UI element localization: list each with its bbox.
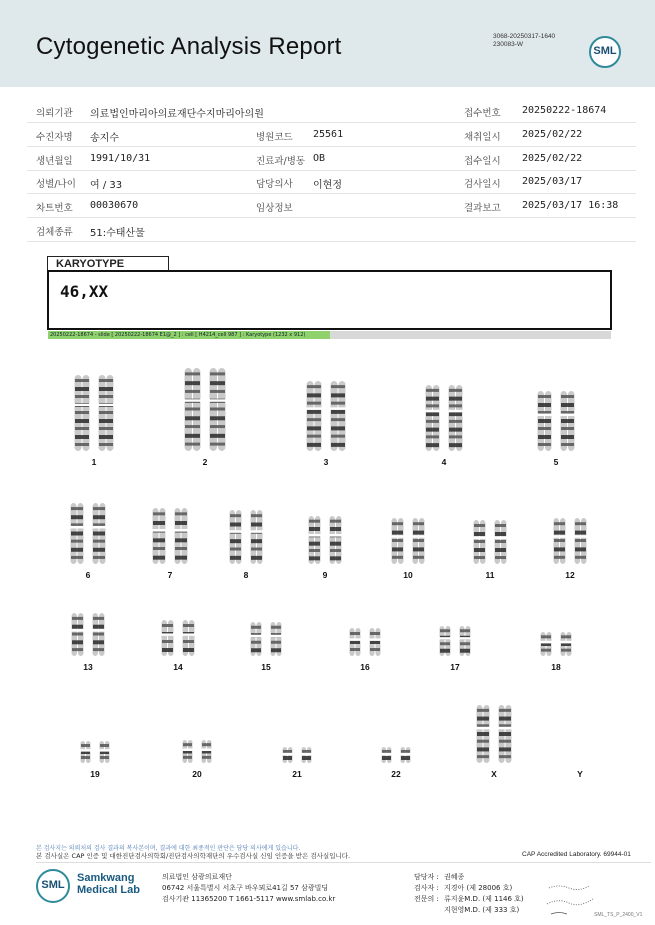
chromosome-label-13: 13 <box>83 662 93 672</box>
hospital-code-value: 25561 <box>313 129 344 140</box>
chromosome-18-1 <box>540 632 553 656</box>
chromosome-pair-15 <box>250 621 282 657</box>
chromosome-pair-3 <box>306 380 346 452</box>
receipt-date-value: 2025/02/22 <box>522 153 583 164</box>
chromosome-pair-16 <box>349 627 381 657</box>
karyotype-label: KARYOTYPE <box>47 256 169 270</box>
chromosome-16-2 <box>369 628 382 656</box>
lab-name <box>77 872 140 896</box>
chromosome-pair-12 <box>553 517 587 565</box>
info-row-2 <box>27 124 636 147</box>
lab-address <box>162 872 335 905</box>
chromosome-14-1 <box>161 620 175 656</box>
patient-value: 송지수 <box>90 133 119 144</box>
chromosome-pair-8 <box>229 509 263 565</box>
chromosome-pair-13 <box>71 612 105 657</box>
chromosome-pair-20 <box>182 739 212 764</box>
chromosome-4-1 <box>425 385 441 451</box>
chromosome-9-1 <box>308 516 322 564</box>
dept-value: OB <box>313 153 326 164</box>
chromosome-label-15: 15 <box>261 662 271 672</box>
chromosome-9-2 <box>329 516 343 564</box>
chromosome-label-19: 19 <box>90 769 100 779</box>
chromosome-8-2 <box>250 510 264 564</box>
hospital-code-label: 병원코드 <box>256 132 293 143</box>
report-date-value: 2025/03/17 16:38 <box>522 200 619 211</box>
chromosome-11-2 <box>494 520 508 564</box>
chromosome-1-2 <box>98 375 115 451</box>
chromosome-21-2 <box>301 747 313 763</box>
chromosome-10-1 <box>391 518 405 564</box>
info-row-6 <box>27 219 636 242</box>
chromosome-6-1 <box>70 503 85 564</box>
info-row-1 <box>27 100 636 123</box>
chromosome-8-1 <box>229 510 243 564</box>
karyotype-value: 46,XX <box>60 282 109 301</box>
chromosome-20-2 <box>201 740 213 763</box>
chromosome-label-17: 17 <box>450 662 460 672</box>
birth-label: 생년월일 <box>36 156 73 167</box>
chromosome-10-2 <box>412 518 426 564</box>
info-row-3 <box>27 148 636 171</box>
chromosome-label-1: 1 <box>91 457 97 467</box>
staff-block <box>414 872 524 916</box>
chromosome-16-1 <box>349 628 362 656</box>
chromosome-2-2 <box>209 368 227 451</box>
chromosome-label-21: 21 <box>292 769 302 779</box>
receipt-no-value: 20250222-18674 <box>522 105 607 116</box>
chromosome-1-1 <box>74 375 91 451</box>
chromosome-label-7: 7 <box>167 570 173 580</box>
chromosome-20-1 <box>182 740 194 763</box>
lab-name-line-2: Medical Lab <box>77 884 140 896</box>
collect-date-value: 2025/02/22 <box>522 129 583 140</box>
chromosome-label-3: 3 <box>323 457 329 467</box>
report-code-line-1: 3068-20250317-1640 <box>493 33 556 40</box>
signature <box>545 880 595 920</box>
staff-tester: 지경아 (제 28006 호) <box>444 884 513 892</box>
chromosome-6-2 <box>92 503 107 564</box>
chromosome-13-2 <box>92 613 106 656</box>
chromosome-14-2 <box>182 620 196 656</box>
info-row-5 <box>27 195 636 218</box>
karyotype-box <box>47 270 612 330</box>
chromosome-17-1 <box>439 626 452 656</box>
chromosome-11-1 <box>473 520 487 564</box>
chromosome-pair-17 <box>439 625 471 657</box>
patient-label: 수진자명 <box>36 132 73 143</box>
chromosome-15-1 <box>250 622 263 656</box>
chromosome-label-8: 8 <box>243 570 249 580</box>
institution-label: 의뢰기관 <box>36 108 73 119</box>
sexage-label: 성별/나이 <box>36 179 76 190</box>
chromosome-pair-4 <box>425 384 463 452</box>
receipt-no-label: 접수번호 <box>464 108 501 119</box>
chromosome-pair-21 <box>282 746 312 764</box>
chromosome-19-2 <box>99 741 111 763</box>
report-title: Cytogenetic Analysis Report <box>36 33 342 60</box>
chromosome-19-1 <box>80 741 92 763</box>
chromosome-label-5: 5 <box>553 457 559 467</box>
lab-address-line-1: 의료법인 삼광의료재단 <box>162 873 232 881</box>
chromosome-label-20: 20 <box>192 769 202 779</box>
chromosome-22-2 <box>400 747 412 763</box>
chromosome-pair-5 <box>537 390 575 452</box>
chromosome-pair-18 <box>540 631 572 657</box>
chromosome-x-2 <box>498 705 513 763</box>
specimen-value: 51:수태산물 <box>90 228 145 239</box>
staff-manager: 권혜종 <box>444 873 465 881</box>
lab-address-line-2: 06742 서울특별시 서초구 바우뫼로41길 57 삼광빌딩 <box>162 884 329 892</box>
chromosome-7-1 <box>152 508 167 564</box>
chart-value: 00030670 <box>90 200 139 211</box>
chromosome-label-12: 12 <box>565 570 575 580</box>
chromosome-pair-1 <box>74 374 114 452</box>
receipt-date-label: 접수일시 <box>464 156 501 167</box>
lab-address-line-3: 검사기관 11365200 T 1661-5117 www.smlab.co.kr <box>162 895 336 903</box>
chromosome-label-2: 2 <box>202 457 208 467</box>
chromosome-label-9: 9 <box>322 570 328 580</box>
footer-notice-2: 본 검사실은 CAP 인증 및 대한진단검사의학회/진단검사의학재단의 우수검사실 신임 인증을 받은 검사실입니다. <box>36 852 351 860</box>
form-number: SML_TS_P_2400_V1 <box>594 912 643 918</box>
chromosome-pair-19 <box>80 740 110 764</box>
lab-name-line-1: Samkwang <box>77 872 135 884</box>
chromosome-3-1 <box>306 381 323 451</box>
collect-date-label: 채취일시 <box>464 132 501 143</box>
chromosome-7-2 <box>174 508 189 564</box>
chart-label: 차트번호 <box>36 203 73 214</box>
chromosome-pair-x <box>476 704 512 764</box>
chromosome-12-1 <box>553 518 567 564</box>
chromosome-pair-9 <box>308 515 342 565</box>
chromosome-3-2 <box>330 381 347 451</box>
staff-specialist-2: 지현영M.D. (제 333 호) <box>444 906 520 914</box>
chromosome-label-11: 11 <box>485 570 495 580</box>
chromosome-label-6: 6 <box>85 570 91 580</box>
chromosome-label-14: 14 <box>173 662 183 672</box>
chromosome-label-18: 18 <box>551 662 561 672</box>
chromosome-label-10: 10 <box>403 570 413 580</box>
chromosome-22-1 <box>381 747 393 763</box>
chromosome-label-4: 4 <box>441 457 447 467</box>
chromosome-pair-10 <box>391 517 425 565</box>
chromosome-pair-7 <box>152 507 188 565</box>
chromosome-21-1 <box>282 747 294 763</box>
report-code-line-2: 230083-W <box>493 41 523 48</box>
birth-value: 1991/10/31 <box>90 153 151 164</box>
test-date-label: 검사일시 <box>464 179 501 190</box>
chromosome-pair-11 <box>473 519 507 565</box>
institution-value: 의료법인마리아의료재단수지마리아의원 <box>90 109 264 120</box>
doctor-value: 이현정 <box>313 180 342 191</box>
chromosome-17-2 <box>459 626 472 656</box>
info-row-4 <box>27 171 636 194</box>
staff-tester-label: 검사자 : <box>414 884 439 892</box>
report-date-label: 결과보고 <box>464 203 501 214</box>
chromosome-4-2 <box>448 385 464 451</box>
karyotype-strip-rest <box>330 331 611 339</box>
chromosome-2-1 <box>184 368 202 451</box>
karyotype-strip: 20250222-18674 - slide [ 20250222-18674 E1@_2 ] : cell [ H4214_cell 987 ] : Karyotype (1232 x 912) <box>48 331 330 339</box>
staff-specialist-1: 류지윤M.D. (제 1146 호) <box>444 895 524 903</box>
cap-accreditation: CAP Accredited Laboratory. 69944-01 <box>522 851 631 858</box>
chromosome-5-2 <box>560 391 576 451</box>
sexage-value: 여 / 33 <box>90 180 123 191</box>
chromosome-label-y: Y <box>577 769 583 779</box>
specimen-label: 검체종류 <box>36 227 73 238</box>
clinical-label: 임상정보 <box>256 203 293 214</box>
chromosome-18-2 <box>560 632 573 656</box>
chromosome-pair-6 <box>70 502 106 565</box>
chromosome-label-16: 16 <box>360 662 370 672</box>
test-date-value: 2025/03/17 <box>522 176 583 187</box>
staff-specialist-label: 전문의 : <box>414 895 439 903</box>
dept-label: 진료과/병동 <box>256 156 306 167</box>
chromosome-x-1 <box>476 705 491 763</box>
doctor-label: 담당의사 <box>256 179 293 190</box>
chromosome-pair-14 <box>161 619 195 657</box>
chromosome-pair-2 <box>184 367 226 452</box>
chromosome-12-2 <box>574 518 588 564</box>
chromosome-pair-22 <box>381 746 411 764</box>
chromosome-15-2 <box>270 622 283 656</box>
footer-divider <box>36 862 651 863</box>
chromosome-label-22: 22 <box>391 769 401 779</box>
footer-notice-1: 본 검사지는 의뢰처의 검사 결과의 복사본이며, 결과에 대한 최종적인 판단은 담당 의사에게 있습니다. <box>36 845 301 852</box>
chromosome-13-1 <box>71 613 85 656</box>
staff-manager-label: 담당자 : <box>414 873 439 881</box>
chromosome-5-1 <box>537 391 553 451</box>
chromosome-label-x: X <box>491 769 497 779</box>
